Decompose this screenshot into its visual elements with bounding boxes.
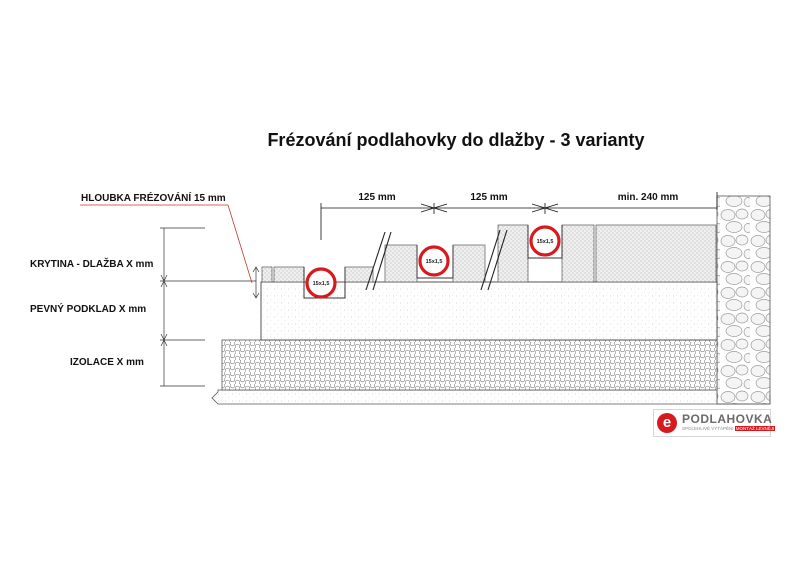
tile-segment (562, 225, 594, 282)
brand-logo (653, 409, 775, 437)
dimension-label-2: 125 mm (470, 192, 508, 203)
logo-name: PODLAHOVKA (682, 412, 773, 426)
pipe-label-1: 15x1,5 (312, 281, 330, 287)
logo-mark: e (657, 413, 677, 433)
dimension-label-3: min. 240 mm (617, 192, 679, 203)
diagram-title: Frézování podlahovky do dlažby - 3 varianty (267, 130, 645, 150)
tile-segment (498, 225, 528, 282)
logo-tagline-highlight: MONTÁŽ LEVNĚJI (735, 426, 775, 431)
wall (717, 196, 770, 404)
pipe-label-3: 15x1,5 (536, 239, 554, 245)
subfloor-label: PEVNÝ PODKLAD X mm (30, 304, 147, 315)
logo-tagline (682, 426, 775, 431)
milling-depth-label: HLOUBKA FRÉZOVÁNÍ 15 mm (81, 193, 226, 204)
tile-segment (596, 225, 716, 282)
dimension-label-1: 125 mm (358, 192, 396, 203)
tile-segment (274, 267, 304, 282)
logo-tagline-text: SPOLEHLIVÉ VYTÁPĚNÍ (682, 426, 734, 431)
pipe-label-2: 15x1,5 (425, 259, 443, 265)
covering-label: KRYTINA - DLAŽBA X mm (30, 259, 154, 270)
milling-depth-leader (80, 205, 252, 283)
tile-segment (385, 245, 417, 282)
base-slab (212, 390, 770, 404)
insulation-layer (222, 340, 717, 390)
tile-segment (453, 245, 485, 282)
tile-segment (262, 267, 272, 282)
insulation-label: IZOLACE X mm (70, 357, 144, 368)
